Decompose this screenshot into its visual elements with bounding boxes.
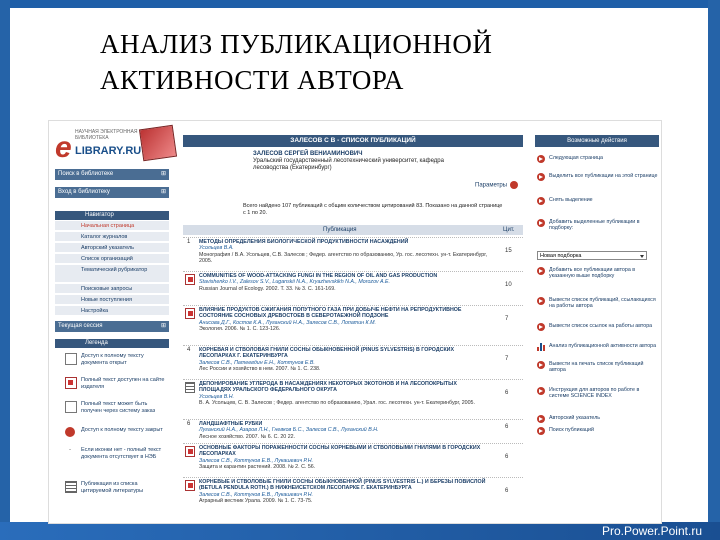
logo-subtitle: НАУЧНАЯ ЭЛЕКТРОННАЯ БИБЛИОТЕКА (75, 129, 138, 141)
legend-header: Легенда (55, 339, 169, 348)
action-references-list[interactable] (535, 323, 659, 329)
publication-authors: Луганский Н.А., Азаров Л.Н., Гневков Б.С., Залесов С.В., Луганский В.Н. (199, 427, 379, 434)
pdf-icon[interactable] (185, 480, 195, 491)
table-row[interactable] (183, 477, 523, 522)
row-body (199, 239, 489, 264)
row-body (199, 273, 489, 292)
publications-header: ЗАЛЕСОВ С В - СПИСОК ПУБЛИКАЦИЙ (183, 135, 523, 147)
order-document-icon (65, 401, 77, 413)
action-citing-list[interactable] (535, 297, 659, 310)
row-body (199, 381, 489, 406)
action-label: Добавить выделенные публикации в подборку: (549, 219, 640, 232)
footer-brand: Pro.Power.Point.ru (601, 524, 702, 538)
legend-item-open (55, 353, 169, 366)
login-library-label: Вход в библиотеку (58, 189, 110, 195)
slide-top-border (0, 0, 720, 8)
book-icon (139, 125, 177, 161)
citation-count[interactable]: 7 (505, 316, 509, 322)
table-row[interactable] (183, 443, 523, 476)
column-publication: Публикация (323, 227, 357, 233)
plus-icon: ⊞ (160, 171, 166, 177)
citation-count[interactable]: 15 (505, 248, 512, 254)
action-label: Снять выделение (549, 197, 593, 203)
publication-authors: Залесов С.В., Коттунов Е.В., Лукашевич Р.Н. (199, 491, 314, 498)
pdf-icon[interactable] (185, 274, 195, 285)
publication-authors: Залесов С.В., Патеевдин Е.Н., Коттунов Е.В. (199, 359, 315, 366)
nav-item-new-arrivals[interactable]: Новые поступления (55, 295, 169, 305)
legend-item-cited (55, 481, 169, 494)
citation-list-icon (65, 481, 77, 493)
arrow-icon (537, 267, 545, 275)
navigator-header: Навигатор (55, 211, 169, 220)
nav-item-home[interactable]: Начальная страница (55, 221, 169, 231)
publication-source: Russian Journal of Ecology. 2002. Т. 33. № 3. С. 161-169. (199, 285, 336, 292)
table-row[interactable] (183, 379, 523, 418)
legend-item-closed (55, 427, 169, 434)
row-body (199, 479, 489, 504)
citation-list-icon[interactable] (185, 382, 195, 393)
column-citations: Цит. (503, 227, 515, 233)
logo-letter: e (55, 131, 72, 164)
table-header (183, 225, 523, 235)
citation-count[interactable]: 6 (505, 488, 509, 494)
search-library-button[interactable] (55, 169, 169, 180)
collection-select-value: Новая подборка (540, 253, 582, 259)
legend-text: Если иконки нет - полный текст документа отсутствует в НЭБ (81, 447, 162, 460)
action-activity-analysis[interactable] (535, 343, 659, 349)
publication-authors: Анисова Д.Г., Костов К.А., Луганский Н.А., Залесов С.В., Лопатин К.М. (199, 319, 377, 326)
publication-title[interactable]: ВЛИЯНИЕ ПРОДУКТОВ СЖИГАНИЯ ПОПУТНОГО ГАЗА ПРИ ДОБЫЧЕ НЕФТИ НА РЕПРОДУКТИВНОЕ СОСТОЯНИЕ СОСНОВЫХ ДРЕВОСТОЕВ В СЕВЕРОТАЕЖНОЙ ПОДЗОНЕ (199, 307, 462, 320)
nav-item-authors[interactable]: Авторский указатель (55, 243, 169, 253)
citation-count[interactable]: 6 (505, 424, 509, 430)
row-number: 6 (187, 421, 191, 427)
arrow-icon (537, 387, 545, 395)
actions-panel (535, 121, 659, 523)
publication-source: Экология. 2006. № 1. С. 123-126. (199, 325, 281, 332)
nav-item-settings[interactable]: Настройка (55, 306, 169, 316)
login-library-button[interactable] (55, 187, 169, 198)
legend-text: Публикация из списка цитируемой литературы (81, 481, 144, 494)
legend-text: Полный текст может быть получен через систему заказ (81, 401, 156, 414)
action-search-publications[interactable] (535, 427, 659, 433)
author-info (253, 151, 473, 172)
nav-item-journals[interactable]: Каталог журналов (55, 232, 169, 242)
arrow-icon (537, 197, 545, 205)
publication-source: Лесное хозяйство. 2007. № 6. С. 20 22. (199, 433, 296, 440)
citation-count[interactable]: 6 (505, 454, 509, 460)
open-document-icon (65, 353, 77, 365)
pdf-icon[interactable] (185, 308, 195, 319)
row-body (199, 421, 489, 440)
dash-icon: - (69, 447, 71, 453)
publication-source: Аграрный вестник Урала. 2009. № 1. С. 73-75. (199, 497, 313, 504)
publication-title[interactable]: ДЕПОНИРОВАНИЕ УГЛЕРОДА В НАСАЖДЕНИЯХ НЕКОТОРЫХ ЭКОТОНОВ И НА ЛЕСОПОКРЫТЫХ ПЛОЩАДЯХ УРАЛЬСКОГО ФЕДЕРАЛЬНОГО ОКРУГА (199, 381, 457, 394)
publication-source: Лес России и хозяйство в нем. 2007. № 1. С. 238. (199, 365, 321, 372)
bar-chart-icon (537, 343, 545, 351)
arrow-icon (537, 219, 545, 227)
action-label: Вывести список ссылок на работы автора (549, 323, 653, 329)
plus-icon: ⊞ (160, 189, 166, 195)
table-row[interactable] (183, 419, 523, 442)
nav-item-organizations[interactable]: Список организаций (55, 254, 169, 264)
action-print-list[interactable] (535, 361, 659, 374)
publication-source: В. А. Усольцев, С. В. Залесов ; Федер. агентство по образованию, Урал. гос. лесотехн. ун-т. Екатеринбург, 2005. (199, 399, 475, 406)
citation-count[interactable]: 10 (505, 282, 512, 288)
action-label: Следующая страница (549, 155, 603, 161)
publication-source: Защита и карантин растений. 2008. № 2. С. 56. (199, 463, 316, 470)
arrow-icon (537, 415, 545, 423)
action-label: Добавить все публикации автора в указанную выше подборку (549, 267, 636, 280)
arrow-icon (537, 155, 545, 163)
action-next-page[interactable] (535, 155, 659, 161)
legend-text: Полный текст доступен на сайте издателя (81, 377, 165, 390)
arrow-icon (537, 173, 545, 181)
citation-count[interactable]: 7 (505, 356, 509, 362)
pdf-icon[interactable] (185, 446, 195, 457)
publication-title[interactable]: COMMUNITIES OF WOOD-ATTACKING FUNGI IN THE REGION OF OIL AND GAS PRODUCTION (199, 273, 438, 279)
arrow-icon (537, 361, 545, 369)
action-add-selected[interactable] (535, 219, 659, 232)
arrow-icon (537, 323, 545, 331)
legend-text: Доступ к полному тексту документа открыт (81, 353, 144, 366)
nav-item-search-queries[interactable]: Поисковые запросы (55, 284, 169, 294)
action-label: Выделить все публикации на этой странице (549, 173, 658, 179)
slide-title: АНАЛИЗ ПУБЛИКАЦИОННОЙ АКТИВНОСТИ АВТОРА (100, 29, 493, 95)
citation-count[interactable]: 6 (505, 390, 509, 396)
publications-panel (183, 121, 523, 523)
action-label: Инструкция для авторов по работе в системе SCIENCE INDEX (549, 387, 640, 400)
publication-title[interactable]: КОРНЕВЫЕ И СТВОЛОВЫЕ ГНИЛИ СОСНЫ ОБЫКНОВЕННОЙ (PINUS SYLVESTRIS L.) И БЕРЕЗЫ ПОВИСЛОЙ (BETULA PENDULA ROTH.) В НИЖНЕИСЕТСКОМ ЛЕСОПАРКЕ Г. ЕКАТЕРИНБУРГА (199, 479, 486, 492)
author-organization: Уральский государственный лесотехнический университет, кафедра лесоводства (Екатеринбург) (253, 158, 444, 171)
search-library-label: Поиск в библиотеке (58, 171, 114, 177)
legend-item-no-icon (55, 447, 169, 460)
pdf-icon (65, 377, 77, 389)
action-label: Авторский указатель (549, 415, 601, 421)
publication-authors: Stavishenko I.V., Zalesov S.V., Luganskii N.A., Kryazhevskikh N.A., Morozov A.E. (199, 279, 390, 286)
legend-item-order (55, 401, 169, 414)
action-add-all[interactable] (535, 267, 659, 280)
table-row[interactable] (183, 271, 523, 304)
row-body (199, 347, 489, 372)
action-author-instructions[interactable] (535, 387, 659, 400)
slide-right-border (708, 0, 720, 540)
table-row[interactable] (183, 345, 523, 378)
row-body (199, 445, 489, 470)
publication-title[interactable]: МЕТОДЫ ОПРЕДЕЛЕНИЯ БИОЛОГИЧЕСКОЙ ПРОДУКТИВНОСТИ НАСАЖДЕНИЙ (199, 239, 409, 245)
action-author-index[interactable] (535, 415, 659, 421)
actions-header: Возможные действия (535, 135, 659, 147)
elibrary-screenshot (48, 120, 662, 524)
row-number: 1 (187, 239, 191, 245)
slide-left-border (0, 0, 10, 540)
logo-name: LIBRARY.RU (75, 145, 142, 157)
expand-icon (510, 181, 518, 189)
row-body (199, 307, 489, 332)
search-summary: Всего найдено 107 публикаций с общим количеством цитирований 83. Показано на данной странице с 1 по 20. (243, 203, 503, 216)
plus-icon: ⊞ (160, 323, 166, 329)
elibrary-logo[interactable] (55, 125, 173, 164)
current-session-label: Текущая сессия (58, 323, 103, 329)
parameters-button[interactable] (475, 181, 518, 189)
chevron-down-icon (640, 255, 644, 258)
arrow-icon (537, 427, 545, 435)
publication-title[interactable]: ЛАНДШАФТНЫЕ РУБКИ (199, 421, 263, 427)
parameters-label: Параметры (475, 182, 507, 189)
legend-text: Доступ к полному тексту закрыт (81, 427, 163, 433)
publication-title[interactable]: ОСНОВНЫЕ ФАКТОРЫ ПОРАЖЕННОСТИ СОСНЫ КОРНЕВЫМИ И СТВОЛОВЫМИ ГНИЛЯМИ В ГОРОДСКИХ ЛЕСОПАРКАХ (199, 445, 481, 458)
action-label: Поиск публикаций (549, 427, 594, 433)
publication-source: Монография / В.А. Усольцев, С.В. Залесов ; Федер. агентство по образованию, Ур. гос. лесотехн. ун-т. Екатеринбург, 2005. (199, 251, 487, 264)
row-number: 4 (187, 347, 191, 353)
current-session-button[interactable] (55, 321, 169, 332)
author-name: ЗАЛЕСОВ СЕРГЕЙ ВЕНИАМИНОВИЧ (253, 151, 363, 157)
action-label: Вывести список публикаций, ссылающихся на работы автора (549, 297, 656, 310)
legend-item-publisher (55, 377, 169, 390)
action-clear-selection[interactable] (535, 197, 659, 203)
collection-select[interactable] (537, 251, 647, 260)
nav-item-rubricator[interactable]: Тематический рубрикатор (55, 265, 169, 283)
publication-authors: Усольцев В.А. (199, 245, 234, 252)
publication-authors: Усольцев В.Н. (199, 393, 235, 400)
table-row[interactable] (183, 237, 523, 270)
arrow-icon (537, 297, 545, 305)
publication-title[interactable]: КОРНЕВАЯ И СТВОЛОВАЯ ГНИЛИ СОСНЫ ОБЫКНОВЕННОЙ (PINUS SYLVESTRIS) В ГОРОДСКИХ ЛЕСОПАРКАХ Г. ЕКАТЕРИНБУРГА (199, 347, 455, 360)
action-select-all[interactable] (535, 173, 659, 179)
closed-access-icon (65, 427, 75, 437)
action-label: Анализ публикационной активности автора (549, 343, 657, 349)
action-label: Вывести на печать список публикаций автора (549, 361, 644, 374)
publication-authors: Залесов С.В., Коттунов Е.В., Лукашевич Р.Н. (199, 457, 314, 464)
table-row[interactable] (183, 305, 523, 344)
